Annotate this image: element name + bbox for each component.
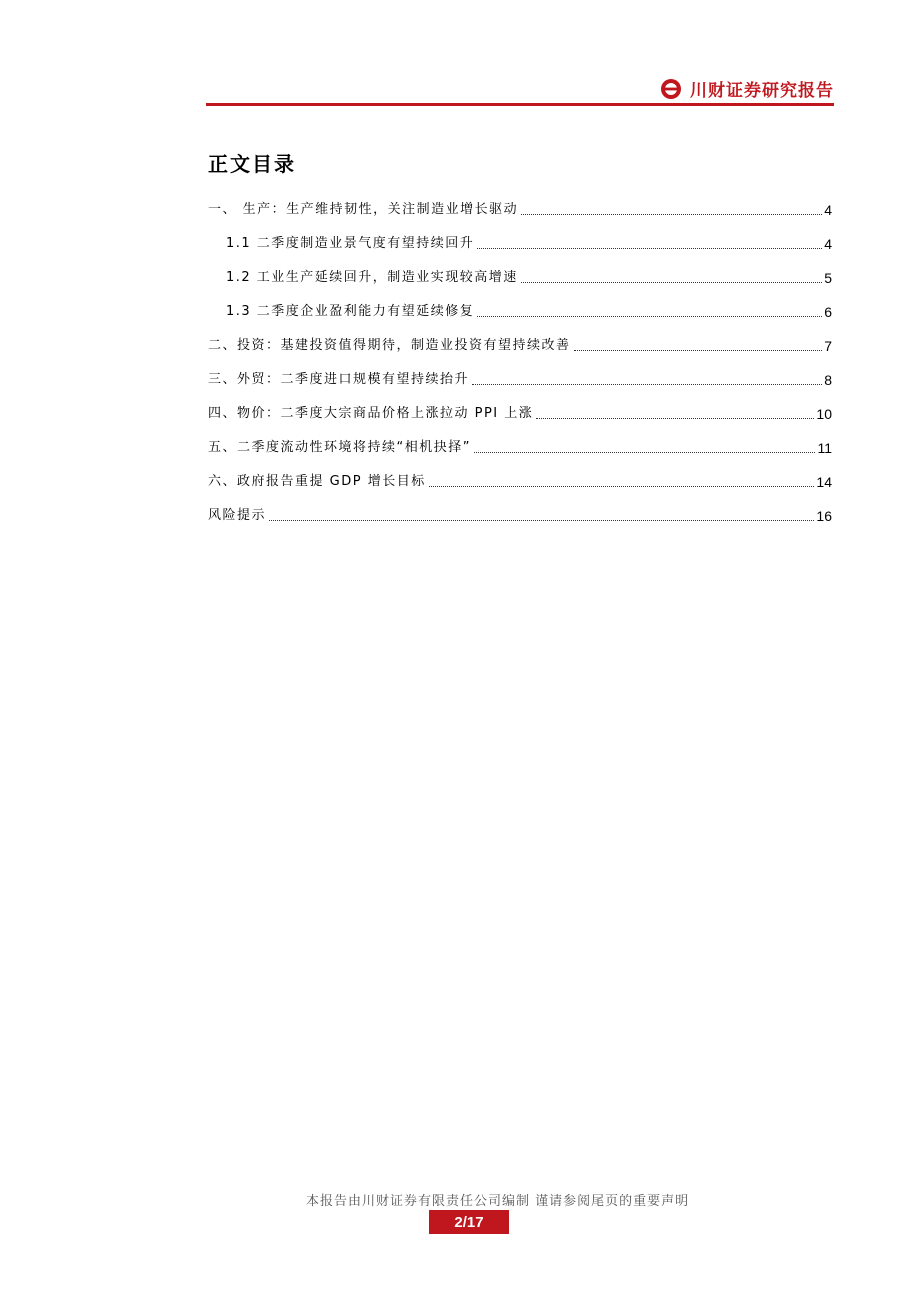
- toc-entry-label: 六、政府报告重提 GDP 增长目标: [208, 474, 426, 489]
- toc-leader: [536, 417, 814, 419]
- toc-entry[interactable]: [208, 220, 832, 254]
- header-rule: [206, 103, 834, 106]
- toc-entry-label: 1.1 二季度制造业景气度有望持续回升: [226, 236, 475, 251]
- toc-leader: [574, 349, 823, 351]
- brand: [660, 76, 834, 101]
- toc-leader: [477, 247, 822, 249]
- toc-entry-page: 11: [817, 440, 832, 456]
- toc-entry[interactable]: [208, 356, 832, 390]
- toc-entry[interactable]: [208, 322, 832, 356]
- toc-entry-label: 1.2 工业生产延续回升，制造业实现较高增速: [226, 270, 518, 285]
- toc-entry-label: 风险提示: [208, 508, 267, 523]
- toc-leader: [474, 451, 815, 453]
- toc-title: 正文目录: [208, 152, 296, 176]
- toc-entry-label: 三、外贸：二季度进口规模有望持续抬升: [208, 372, 470, 387]
- company-logo-icon: [660, 78, 682, 100]
- toc-entry-label: 二、投资：基建投资值得期待，制造业投资有望持续改善: [208, 338, 571, 353]
- toc-entry[interactable]: [208, 492, 832, 526]
- toc-leader: [472, 383, 822, 385]
- toc-entry-page: 6: [824, 304, 832, 320]
- toc-leader: [521, 213, 822, 215]
- toc-entry[interactable]: [208, 424, 832, 458]
- toc-entry[interactable]: [208, 390, 832, 424]
- toc-leader: [269, 519, 814, 521]
- toc-entry-label: 1.3 二季度企业盈利能力有望延续修复: [226, 304, 475, 319]
- brand-name: 川财证券研究报告: [690, 81, 834, 101]
- toc-entry-label: 四、物价：二季度大宗商品价格上涨拉动 PPI 上涨: [208, 406, 534, 421]
- toc-entry[interactable]: [208, 288, 832, 322]
- toc-entry[interactable]: [208, 254, 832, 288]
- toc-entry[interactable]: [208, 186, 832, 220]
- toc-entry-page: 4: [824, 202, 832, 218]
- toc-leader: [521, 281, 822, 283]
- toc-entry-label: 五、二季度流动性环境将持续“相机抉择”: [208, 440, 471, 455]
- toc-entry-page: 10: [816, 406, 832, 422]
- toc-leader: [429, 485, 815, 487]
- page-number: 2/17: [429, 1210, 509, 1234]
- toc-entry-page: 4: [824, 236, 832, 252]
- footer-disclaimer: 本报告由川财证券有限责任公司编制 谨请参阅尾页的重要声明: [306, 1194, 690, 1209]
- toc-entry-page: 16: [816, 508, 832, 524]
- toc-entry-label: 一、 生产：生产维持韧性，关注制造业增长驱动: [208, 202, 519, 217]
- toc-entry-page: 5: [824, 270, 832, 286]
- toc-entry[interactable]: [208, 458, 832, 492]
- toc-entry-page: 7: [824, 338, 832, 354]
- table-of-contents: [208, 186, 832, 526]
- toc-entry-page: 14: [816, 474, 832, 490]
- toc-leader: [477, 315, 822, 317]
- page-header: [206, 72, 834, 106]
- toc-entry-page: 8: [824, 372, 832, 388]
